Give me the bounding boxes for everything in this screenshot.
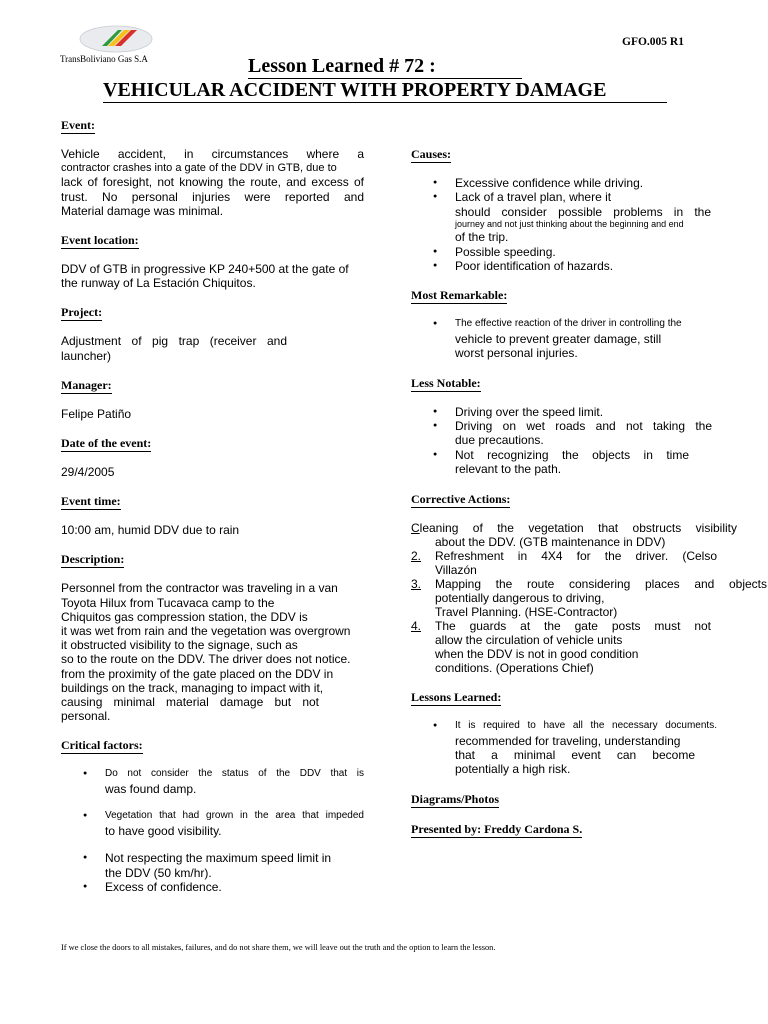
event-location-text: DDV of GTB in progressive KP 240+500 at the gate of the runway of La Estación Chiquitos. (61, 262, 349, 291)
most-remarkable-heading: Most Remarkable: (411, 288, 508, 303)
list-item: 3. Mapping the route considering places and objects potentially dangerous to driving, Travel Planning. (HSE-Contractor) (411, 577, 767, 620)
event-time: 10:00 am, humid DDV due to rain (61, 523, 240, 538)
diagrams-heading: Diagrams/Photos (411, 791, 499, 806)
list-item: ● Lack of a travel plan, where it should consider possible problems in the journey and not just thinking about the beginning and end of the trip. (411, 190, 711, 244)
less-notable-list (411, 405, 712, 477)
event-location-heading: Event location: (61, 233, 139, 248)
list-item: Cleaning of the vegetation that obstructs visibility about the DDV. (GTB maintenance in DDV) (411, 520, 737, 549)
right-column (411, 145, 767, 838)
time-heading: Event time: (61, 494, 121, 509)
list-item: ● Poor identification of hazards. (411, 259, 711, 273)
event-text: Vehicle accident, in circumstances where a contractor crashes into a gate of the DDV in GTB, due to lack of foresight, not knowing the route, and excess of trust. No personal injuries were reported and Material damage was minimal. (61, 147, 364, 218)
description-heading: Description: (61, 552, 125, 567)
list-item: ● Possible speeding. (411, 245, 711, 259)
date-heading: Date of the event: (61, 436, 152, 451)
list-item: ● Excess of confidence. (61, 880, 364, 894)
presented-by: Presented by: Freddy Cardona S. (411, 821, 583, 836)
project-heading: Project: (61, 305, 103, 320)
list-item: ● Not respecting the maximum speed limit in the DDV (50 km/hr). (61, 851, 364, 880)
footer-note: If we close the doors to all mistakes, failures, and do not share them, we will leave out the truth and the option to learn the lesson. (61, 943, 496, 952)
event-date: 29/4/2005 (61, 465, 115, 480)
lessons-learned-heading: Lessons Learned: (411, 690, 502, 705)
most-remarkable-list (411, 317, 767, 360)
list-item: ● Do not consider the status of the DDV that is was found damp. (61, 767, 364, 796)
lesson-subtitle: VEHICULAR ACCIDENT WITH PROPERTY DAMAGE (103, 79, 667, 103)
causes-heading: Causes: (411, 147, 452, 161)
lessons-learned-list (411, 719, 717, 777)
company-name: TransBoliviano Gas S.A (60, 54, 148, 64)
list-item: 4. The guards at the gate posts must not allow the circulation of vehicle units when the DDV is not in good condition conditions. (Operations Chief) (411, 619, 711, 676)
list-item: ● Driving on wet roads and not taking the due precautions. (411, 419, 712, 448)
corrective-actions-heading: Corrective Actions: (411, 491, 511, 506)
left-column (61, 116, 364, 894)
document-code: GFO.005 R1 (622, 36, 684, 48)
event-heading: Event: (61, 118, 95, 132)
list-item: 2. Refreshment in 4X4 for the driver. (Celso Villazón (411, 549, 717, 578)
critical-factors-heading: Critical factors: (61, 738, 143, 753)
list-item: ● Vegetation that had grown in the area that impeded to have good visibility. (61, 809, 364, 838)
manager-name: Felipe Patiño (61, 406, 132, 421)
lesson-title: Lesson Learned # 72 : (248, 55, 522, 79)
critical-factors-list (61, 767, 364, 894)
list-item: ● Excessive confidence while driving. (411, 176, 711, 190)
list-item: ● The effective reaction of the driver in controlling the vehicle to prevent greater damage, still worst personal injuries. (411, 317, 767, 360)
less-notable-heading: Less Notable: (411, 375, 481, 390)
list-item: ● Driving over the speed limit. (411, 405, 712, 419)
manager-heading: Manager: (61, 377, 112, 392)
description-text: Personnel from the contractor was traveling in a van Toyota Hilux from Tucavaca camp to the Chiquitos gas compression station, the DDV is it was wet from rain and the vegetation was overgrown it obstructed visibility to the signage, such as so to the route on the DDV. The driver does not notice. from the proximity of the gate placed on the DDV in buildings on the track, managing to impact with it, causing minimal material damage but not personal. (61, 581, 351, 724)
list-item: ● Not recognizing the objects in time relevant to the path. (411, 448, 712, 477)
causes-list (411, 176, 711, 273)
project-text: Adjustment of pig trap (receiver and launcher) (61, 334, 287, 363)
corrective-actions-list (411, 521, 767, 675)
list-item: ● It is required to have all the necessary documents. recommended for traveling, understanding that a minimal event can become potentially a high risk. (411, 719, 717, 777)
